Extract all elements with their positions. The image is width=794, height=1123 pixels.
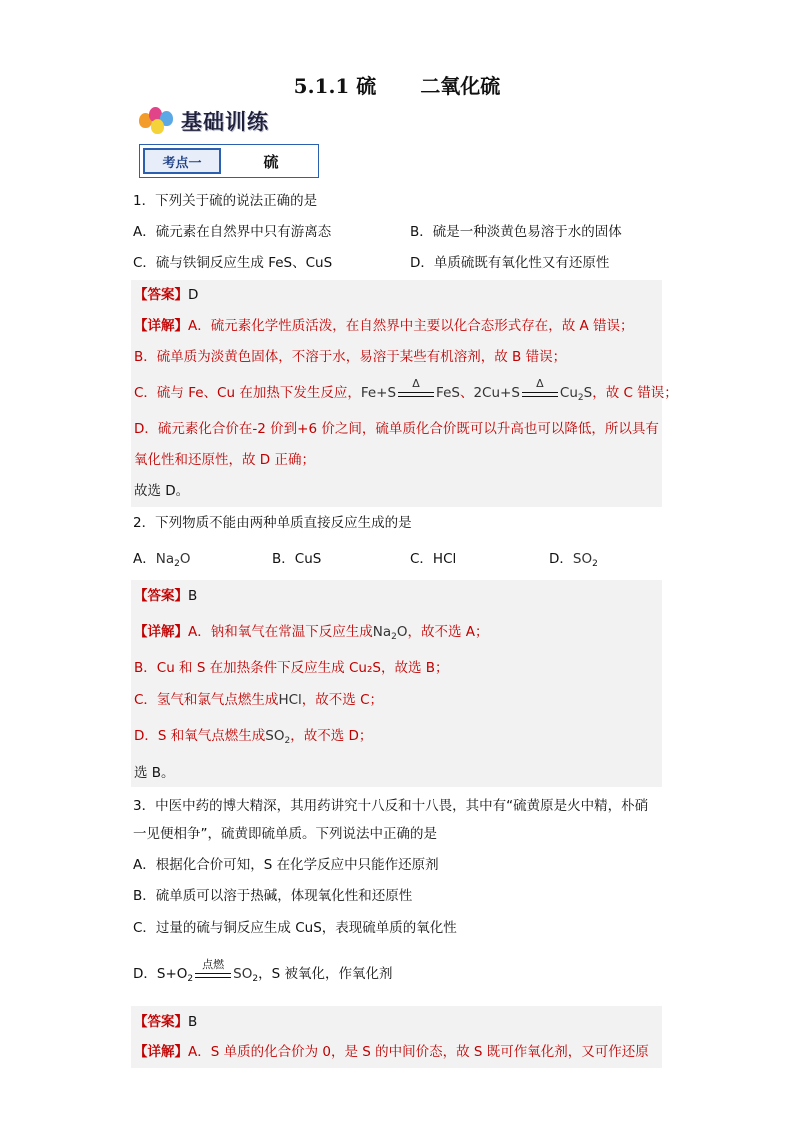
answer-label: 【答案】 xyxy=(134,588,188,604)
detail-label: 【详解】 xyxy=(134,624,188,640)
formula-sub: 2 xyxy=(187,974,194,984)
reactants-1: Fe+S xyxy=(360,385,397,401)
q3-option-a: A．根据化合价可知，S 在化学反应中只能作还原剂 xyxy=(133,857,439,873)
heat-arrow xyxy=(396,377,436,403)
q1-option-b: B．硫是一种淡黄色易溶于水的固体 xyxy=(410,224,622,240)
formula-sub: 2 xyxy=(174,559,180,569)
q2-l1-post: ，故不选 A； xyxy=(407,624,489,640)
q2-detail-line-3 xyxy=(134,690,383,710)
formula-end: O xyxy=(179,551,191,567)
topic-box xyxy=(139,144,319,178)
banner-title: 基础训练 xyxy=(181,110,269,134)
detail-label: 【详解】 xyxy=(134,318,188,334)
q2-option-d xyxy=(549,549,598,574)
q3-stem-2: 一见便相争”，硫黄即硫单质。下列说法中正确的是 xyxy=(133,826,437,842)
q2-detail-line-2: B．Cu 和 S 在加热条件下反应生成 Cu₂S，故选 B； xyxy=(134,660,449,676)
q1-reaction-2 xyxy=(473,377,593,403)
q2-l4-pre: D．S 和氧气点燃生成 xyxy=(134,728,266,744)
q3-answer-box xyxy=(131,1006,662,1068)
formula-sub: 2 xyxy=(592,559,598,569)
q2-option-a xyxy=(133,549,191,574)
product-2-end: S xyxy=(583,385,593,401)
formula: HCl xyxy=(278,692,302,708)
q3-answer-line xyxy=(134,1012,197,1032)
heat-symbol: Δ xyxy=(536,377,544,390)
topic-name: 硫 xyxy=(263,152,279,171)
q1-answer-box xyxy=(131,280,678,507)
heat-arrow xyxy=(520,377,560,403)
option-label: A． xyxy=(133,551,156,567)
q2-l1-pre: A．钠和氧气在常温下反应生成 xyxy=(188,624,373,640)
topic-tag: 考点一 xyxy=(143,148,221,174)
q2-stem: 2．下列物质不能由两种单质直接反应生成的是 xyxy=(133,515,412,531)
q3-detail-line-1 xyxy=(134,1042,649,1062)
detail-label: 【详解】 xyxy=(134,1044,188,1060)
q1-stem: 1．下列关于硫的说法正确的是 xyxy=(133,193,318,209)
q3-detail-text: A．S 单质的化合价为 0，是 S 的中间价态，故 S 既可作氧化剂，又可作还原 xyxy=(188,1044,649,1060)
q2-answer-line xyxy=(134,586,197,606)
q2-option-c: C．HCl xyxy=(410,551,457,567)
section-banner xyxy=(137,104,269,138)
formula-sub: 2 xyxy=(284,736,291,746)
title-part-a: 5.1.1 硫 xyxy=(293,74,377,98)
q2-option-b: B．CuS xyxy=(272,551,322,567)
q1-detail-line-5: 氧化性和还原性，故 D 正确； xyxy=(134,452,315,468)
formula: Na xyxy=(155,551,175,567)
q3-option-d xyxy=(133,958,393,989)
q2-answer-box xyxy=(131,580,662,787)
formula: Na xyxy=(372,624,392,640)
q3-answer: B xyxy=(188,1014,198,1030)
page-title xyxy=(0,70,794,99)
product-2: Cu xyxy=(559,385,578,401)
q1-answer-line xyxy=(134,285,198,305)
q1-option-d: D．单质硫既有氧化性又有还原性 xyxy=(410,255,610,271)
answer-label: 【答案】 xyxy=(134,1014,188,1030)
q2-l4-post: ，故不选 D； xyxy=(290,728,373,744)
reactants-2: 2Cu+S xyxy=(473,385,520,401)
q2-l3-pre: C．氢气和氯气点燃生成 xyxy=(134,692,279,708)
q1-detail-text-1: A．硫元素化学性质活泼，在自然界中主要以化合态形式存在，故 A 错误； xyxy=(188,318,634,334)
q3-d-pre: D．S+O xyxy=(133,966,188,982)
formula: SO xyxy=(572,551,593,567)
lightbulb-icon xyxy=(137,105,179,137)
q2-detail-line-4 xyxy=(134,726,372,751)
formula: SO xyxy=(265,728,285,744)
q3-d-post: ，S 被氧化，作氧化剂 xyxy=(258,966,393,982)
q1-detail-line-1 xyxy=(134,316,634,336)
q1-detail-line-4: D．硫元素化合价在-2 价到+6 价之间，硫单质化合价既可以升高也可以降低，所以具有 xyxy=(134,421,659,437)
formula: SO xyxy=(233,966,253,982)
q2-detail-line-1 xyxy=(134,622,489,647)
formula-sub: 2 xyxy=(391,632,397,642)
title-part-b: 二氧化硫 xyxy=(420,74,501,98)
q1-c-pre: C．硫与 Fe、Cu 在加热下发生反应， xyxy=(134,385,361,401)
q3-option-b: B．硫单质可以溶于热碱，体现氧化性和还原性 xyxy=(133,888,413,904)
formula-sub: 2 xyxy=(252,974,259,984)
heat-symbol: Δ xyxy=(412,377,420,390)
q1-detail-line-6: 故选 D。 xyxy=(134,483,190,499)
option-label: D． xyxy=(549,551,573,567)
q1-detail-line-3 xyxy=(134,377,678,408)
q1-option-a: A．硫元素在自然界中只有游离态 xyxy=(133,224,332,240)
q1-reaction-1 xyxy=(360,377,460,401)
formula-end: O xyxy=(396,624,408,640)
q3-stem-1: 3．中医中药的博大精深，其用药讲究十八反和十八畏，其中有“硫黄原是火中精，朴硝 xyxy=(133,798,649,814)
q2-l3-post: ，故不选 C； xyxy=(301,692,383,708)
ignite-label: 点燃 xyxy=(202,958,225,971)
product-1: FeS xyxy=(436,385,460,401)
q3-option-c: C．过量的硫与铜反应生成 CuS，表现硫单质的氧化性 xyxy=(133,920,457,936)
q1-detail-line-2: B．硫单质为淡黄色固体，不溶于水，易溶于某些有机溶剂，故 B 错误； xyxy=(134,349,567,365)
q1-option-c: C．硫与铁铜反应生成 FeS、CuS xyxy=(133,255,333,271)
ignite-arrow xyxy=(193,958,233,984)
q2-answer: B xyxy=(188,588,198,604)
separator: 、 xyxy=(459,385,474,401)
q2-detail-line-5: 选 B。 xyxy=(134,765,175,781)
product-2-sub: 2 xyxy=(577,393,584,403)
q1-c-post: ，故 C 错误； xyxy=(592,385,678,401)
answer-label: 【答案】 xyxy=(134,287,188,303)
q1-answer: D xyxy=(188,287,199,303)
